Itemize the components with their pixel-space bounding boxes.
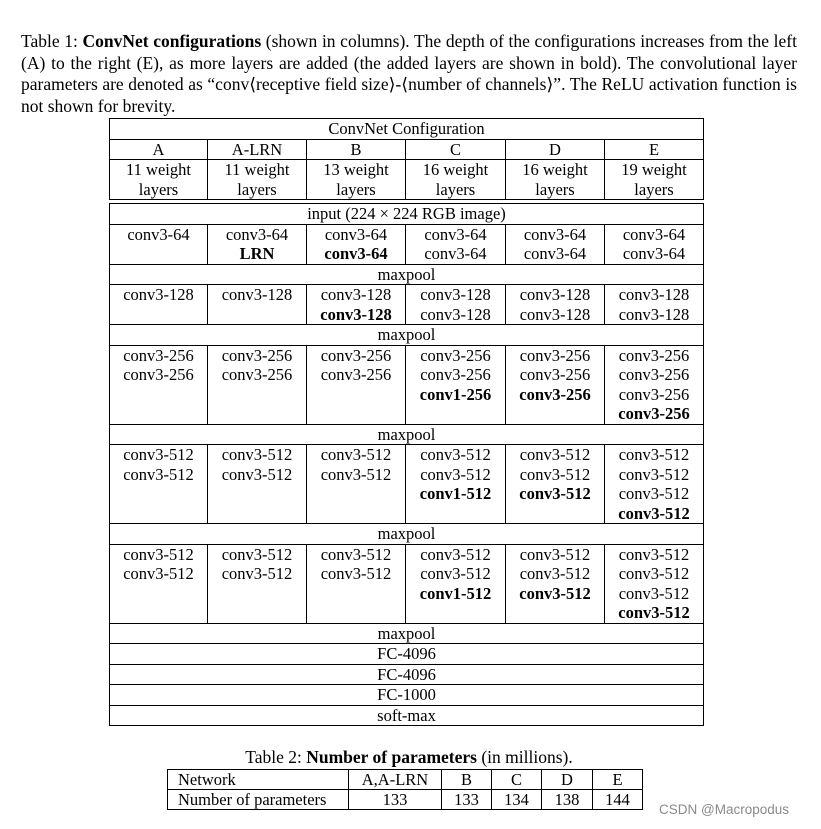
column-name: A — [110, 139, 208, 160]
layer-label: conv3-256 — [221, 345, 293, 365]
conv-block-row — [110, 544, 704, 623]
layer-label: conv3-64 — [324, 224, 388, 244]
parameter-count-table — [167, 769, 643, 810]
column-name: B — [307, 139, 406, 160]
layer-label: conv3-512 — [221, 564, 293, 583]
table2-header-a: A,A-LRN — [349, 770, 442, 790]
tail-layer: maxpool — [110, 623, 704, 644]
table2-value-c: 134 — [492, 790, 542, 810]
layer-label: conv3-128 — [123, 285, 194, 304]
tail-layer-row — [110, 664, 704, 685]
layer-label: conv3-512 — [420, 564, 491, 583]
conv-block-cell — [406, 345, 506, 424]
layer-label: conv3-256 — [618, 404, 690, 423]
conv-block-cell — [406, 544, 506, 623]
tail-layer: FC-1000 — [110, 685, 704, 706]
layer-label: conv3-256 — [320, 365, 392, 384]
depth-unit: layers — [634, 179, 674, 199]
layer-label: conv3-512 — [221, 544, 293, 564]
conv-block-cell — [506, 445, 605, 524]
conv-block-cell — [506, 285, 605, 325]
maxpool-layer: maxpool — [110, 325, 704, 346]
layer-label: LRN — [239, 244, 275, 263]
layer-label: conv3-128 — [420, 285, 491, 304]
layer-label: conv3-64 — [622, 224, 686, 244]
layer-label: conv3-512 — [519, 583, 591, 603]
conv-block-cell — [208, 345, 307, 424]
table2-header-b: B — [442, 770, 492, 790]
conv-block-cell — [406, 224, 506, 264]
layer-label: conv3-512 — [618, 464, 690, 484]
conv-block-cell — [307, 285, 406, 325]
layer-label: conv1-256 — [419, 384, 492, 404]
layer-label: conv3-512 — [320, 445, 392, 464]
conv-block-cell — [605, 224, 704, 264]
tail-layer-row — [110, 623, 704, 644]
layer-label: conv3-64 — [424, 224, 487, 244]
table2-header-e: E — [593, 770, 643, 790]
maxpool-layer-row — [110, 264, 704, 285]
table2-value-a: 133 — [349, 790, 442, 810]
layer-label: conv3-512 — [618, 445, 690, 464]
table1-caption-title: ConvNet configurations — [82, 31, 262, 51]
conv-block-cell — [208, 544, 307, 623]
tail-layer-row — [110, 685, 704, 706]
conv-block-cell — [605, 445, 704, 524]
conv-block-cell — [110, 224, 208, 264]
layer-label: conv3-256 — [221, 365, 293, 384]
layer-label: conv3-128 — [519, 304, 591, 324]
tail-layer-row — [110, 644, 704, 665]
layer-label: conv3-512 — [420, 544, 491, 564]
layer-label: conv1-512 — [419, 484, 492, 503]
table-header: ConvNet Configuration — [110, 119, 704, 140]
table2-value-d: 138 — [542, 790, 593, 810]
layer-label: conv3-512 — [519, 544, 591, 564]
table2-header-row — [168, 770, 643, 790]
table2-caption-title: Number of parameters — [306, 747, 477, 767]
maxpool-layer: maxpool — [110, 264, 704, 285]
conv-block-cell — [406, 285, 506, 325]
depth-count: 11 weight — [126, 160, 191, 179]
depth-unit: layers — [237, 179, 277, 199]
column-depth — [506, 160, 605, 200]
column-name-row — [110, 139, 704, 160]
conv-block-cell — [506, 544, 605, 623]
maxpool-layer-row — [110, 424, 704, 445]
layer-label: conv3-256 — [420, 345, 491, 365]
layer-label: conv3-512 — [618, 503, 690, 523]
layer-label: conv3-512 — [519, 464, 591, 484]
conv-block-row — [110, 224, 704, 264]
column-depth-row — [110, 160, 704, 200]
layer-label: conv3-512 — [618, 583, 690, 603]
watermark: CSDN @Macropodus — [659, 802, 789, 817]
conv-block-cell — [110, 285, 208, 325]
layer-label: conv3-512 — [618, 564, 690, 583]
layer-label: conv3-512 — [320, 464, 392, 484]
convnet-configuration-table — [109, 118, 704, 726]
column-name: E — [605, 139, 704, 160]
table2-caption-text: (in millions). — [476, 747, 573, 767]
layer-label: conv3-256 — [123, 365, 194, 384]
table2-value-e: 144 — [593, 790, 643, 810]
conv-block-cell — [208, 224, 307, 264]
tail-layer: FC-4096 — [110, 644, 704, 665]
table-header-row — [110, 119, 704, 140]
layer-label: conv3-128 — [618, 285, 690, 304]
layer-label: conv3-512 — [123, 445, 194, 464]
conv-block-row — [110, 445, 704, 524]
conv-block-cell — [208, 285, 307, 325]
column-depth — [110, 160, 208, 200]
layer-label: conv3-256 — [618, 345, 690, 365]
layer-label: conv3-256 — [618, 365, 690, 384]
conv-block-cell — [307, 544, 406, 623]
column-depth — [208, 160, 307, 200]
layer-label: conv3-128 — [221, 285, 293, 304]
table2-value-b: 133 — [442, 790, 492, 810]
column-name: C — [406, 139, 506, 160]
table2-header-c: C — [492, 770, 542, 790]
maxpool-layer: maxpool — [110, 524, 704, 545]
layer-label: conv3-64 — [324, 244, 388, 263]
table2-header-network: Network — [168, 770, 349, 790]
layer-label: conv3-128 — [320, 304, 392, 324]
depth-count: 11 weight — [224, 160, 290, 179]
column-depth — [605, 160, 704, 200]
tail-layer: soft-max — [110, 705, 704, 726]
layer-label: conv3-512 — [519, 484, 591, 503]
table1-caption-text: (shown in columns). The depth of the configurations increases from the left (A) to the right (E), as more layers are added (the added layers are shown in bold). The convolutional layer parameters are denoted as “conv⟨receptive field size⟩-⟨number of channels⟩”. The ReLU activation function is not shown for brevity. — [21, 31, 797, 116]
layer-label: conv3-64 — [225, 224, 289, 244]
conv-block-cell — [110, 445, 208, 524]
layer-label: conv3-64 — [523, 244, 587, 263]
depth-count: 16 weight — [522, 160, 588, 179]
layer-label: conv3-256 — [420, 365, 491, 384]
layer-label: conv3-512 — [618, 544, 690, 564]
layer-label: conv3-256 — [618, 384, 690, 404]
layer-label: conv3-128 — [618, 304, 690, 324]
tail-layer: FC-4096 — [110, 664, 704, 685]
layer-label: conv3-256 — [519, 384, 591, 404]
input-layer-row — [110, 204, 704, 225]
table1-caption-label: Table 1: — [21, 31, 78, 51]
conv-block-cell — [307, 345, 406, 424]
layer-label: conv3-512 — [320, 564, 392, 583]
layer-label: conv3-128 — [519, 285, 591, 304]
layer-label: conv3-512 — [123, 544, 194, 564]
maxpool-layer: maxpool — [110, 424, 704, 445]
layer-label: conv3-512 — [519, 445, 591, 464]
layer-label: conv1-512 — [419, 583, 492, 603]
table2-value-row — [168, 790, 643, 810]
column-depth — [406, 160, 506, 200]
layer-label: conv3-64 — [523, 224, 587, 244]
depth-count: 16 weight — [422, 160, 489, 179]
maxpool-layer-row — [110, 325, 704, 346]
layer-label: conv3-64 — [622, 244, 686, 263]
layer-label: conv3-256 — [519, 345, 591, 365]
column-name: A-LRN — [208, 139, 307, 160]
layer-label: conv3-512 — [618, 603, 690, 622]
conv-block-cell — [605, 544, 704, 623]
layer-label: conv3-512 — [221, 464, 293, 484]
conv-block-cell — [307, 224, 406, 264]
input-layer: input (224 × 224 RGB image) — [110, 204, 704, 225]
conv-block-cell — [110, 345, 208, 424]
layer-label: conv3-256 — [519, 365, 591, 384]
layer-label: conv3-512 — [123, 564, 194, 583]
conv-block-cell — [208, 445, 307, 524]
conv-block-cell — [605, 345, 704, 424]
layer-label: conv3-512 — [123, 464, 194, 484]
layer-label: conv3-512 — [420, 445, 491, 464]
layer-label: conv3-256 — [320, 345, 392, 365]
layer-label: conv3-128 — [320, 285, 392, 304]
depth-unit: layers — [535, 179, 575, 199]
table2-header-d: D — [542, 770, 593, 790]
depth-unit: layers — [336, 179, 376, 199]
depth-unit: layers — [138, 179, 179, 199]
conv-block-cell — [307, 445, 406, 524]
layer-label: conv3-256 — [123, 345, 194, 365]
table1-caption — [21, 31, 797, 117]
table2-caption — [0, 747, 821, 768]
layer-label: conv3-512 — [320, 544, 392, 564]
depth-count: 13 weight — [323, 160, 389, 179]
conv-block-cell — [605, 285, 704, 325]
layer-label: conv3-512 — [519, 564, 591, 583]
conv-block-row — [110, 345, 704, 424]
conv-block-cell — [506, 345, 605, 424]
column-name: D — [506, 139, 605, 160]
layer-label: conv3-64 — [424, 244, 487, 263]
tail-layer-row — [110, 705, 704, 726]
table2-caption-label: Table 2: — [245, 747, 302, 767]
depth-unit: layers — [435, 179, 476, 199]
conv-block-row — [110, 285, 704, 325]
layer-label: conv3-512 — [221, 445, 293, 464]
conv-block-cell — [506, 224, 605, 264]
conv-block-cell — [406, 445, 506, 524]
column-depth — [307, 160, 406, 200]
depth-count: 19 weight — [621, 160, 687, 179]
layer-label: conv3-512 — [420, 464, 491, 484]
layer-label: conv3-512 — [618, 484, 690, 503]
layer-label: conv3-64 — [127, 224, 190, 244]
layer-label: conv3-128 — [420, 304, 491, 324]
maxpool-layer-row — [110, 524, 704, 545]
table2-row-label: Number of parameters — [168, 790, 349, 810]
conv-block-cell — [110, 544, 208, 623]
